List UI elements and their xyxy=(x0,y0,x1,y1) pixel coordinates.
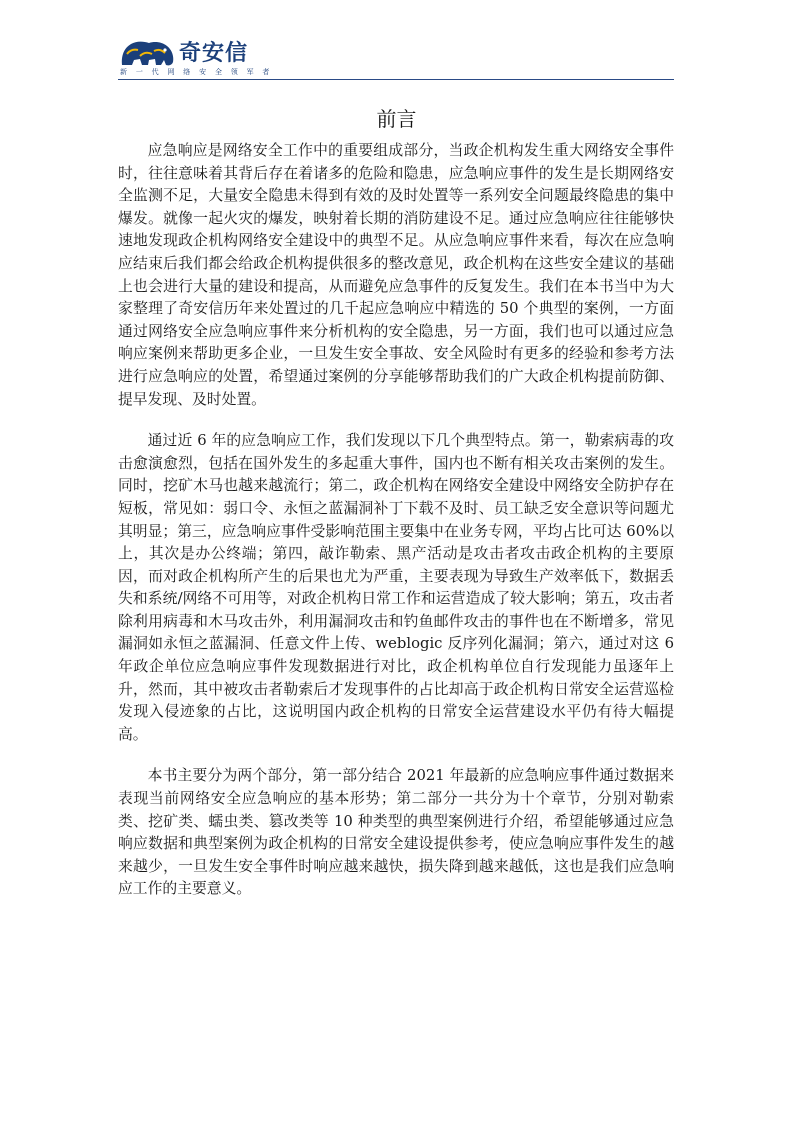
page-header xyxy=(118,38,674,80)
header-divider xyxy=(118,79,674,80)
brand-slogan: 新 一 代 网 络 安 全 领 军 者 xyxy=(120,68,273,76)
brand-name: 奇安信 xyxy=(179,41,249,66)
page-title: 前言 xyxy=(376,107,417,131)
paragraph-2: 通过近 6 年的应急响应工作，我们发现以下几个典型特点。第一，勒索病毒的攻击愈演愈烈，包括在国外发生的多起重大事件，国内也不断有相关攻击案例的发生。同时，挖矿木马也越来越流行；第二，政企机构在网络安全建设中网络安全防护存在短板，常见如：弱口令、永恒之蓝漏洞补丁下载不及时、员工缺乏安全意识等问题尤其明显；第三，应急响应事件受影响范围主要集中在业务专网，平均占比可达 60%以上，其次是办公终端；第四，敲诈勒索、黑产活动是攻击者攻击政企机构的主要原因，而对政企机构所产生的后果也尤为严重，主要表现为导致生产效率低下，数据丢失和系统/网络不可用等，对政企机构日常工作和运营造成了较大影响；第五，攻击者除利用病毒和木马攻击外，利用漏洞攻击和钓鱼邮件攻击的事件也在不断增多，常见漏洞如永恒之蓝漏洞、任意文件上传、weblogic 反序列化漏洞；第六，通过对这 6 年政企单位应急响应事件发现数据进行对比，政企机构单位自行发现能力虽逐年上升，然而，其中被攻击者勒索后才发现事件的占比却高于政企机构日常安全运营巡检发现入侵迹象的占比，这说明国内政企机构的日常安全运营建设水平仍有待大幅提高。 xyxy=(118,432,674,743)
paragraph-3: 本书主要分为两个部分，第一部分结合 2021 年最新的应急响应事件通过数据来表现当前网络安全应急响应的基本形势；第二部分一共分为十个章节，分别对勒索类、挖矿类、蠕虫类、篡改类等 10 种类型的典型案例进行介绍，希望能够通过应急响应数据和典型案例为政企机构的日常安全建设提供参考，使应急响应事件发生的越来越少，一旦发生安全事件时响应越来越快，损失降到越来越低，这也是我们应急响应工作的主要意义。 xyxy=(118,767,674,898)
paragraph-1: 应急响应是网络安全工作中的重要组成部分，当政企机构发生重大网络安全事件时，往往意味着其背后存在着诸多的危险和隐患，应急响应事件的发生是长期网络安全监测不足，大量安全隐患未得到有效的及时处置等一系列安全问题最终隐患的集中爆发。就像一起火灾的爆发，映射着长期的消防建设不足。通过应急响应往往能够快速地发现政企机构网络安全建设中的典型不足。从应急响应事件来看，每次在应急响应结束后我们都会给政企机构提供很多的整改意见，政企机构在这些安全建议的基础上也会进行大量的建设和提高，从而避免应急事件的反复发生。我们在本书当中为大家整理了奇安信历年来处置过的几千起应急响应中精选的 50 个典型的案例，一方面通过网络安全应急响应事件来分析机构的安全隐患，另一方面，我们也可以通过应急响应案例来帮助更多企业，一旦发生安全事故、安全风险时有更多的经验和参考方法进行应急响应的处置，希望通过案例的分享能够帮助我们的广大政企机构提前防御、提早发现、及时处置。 xyxy=(118,142,674,408)
qianxin-lion-logo-icon xyxy=(118,38,176,70)
body-text xyxy=(118,140,674,920)
